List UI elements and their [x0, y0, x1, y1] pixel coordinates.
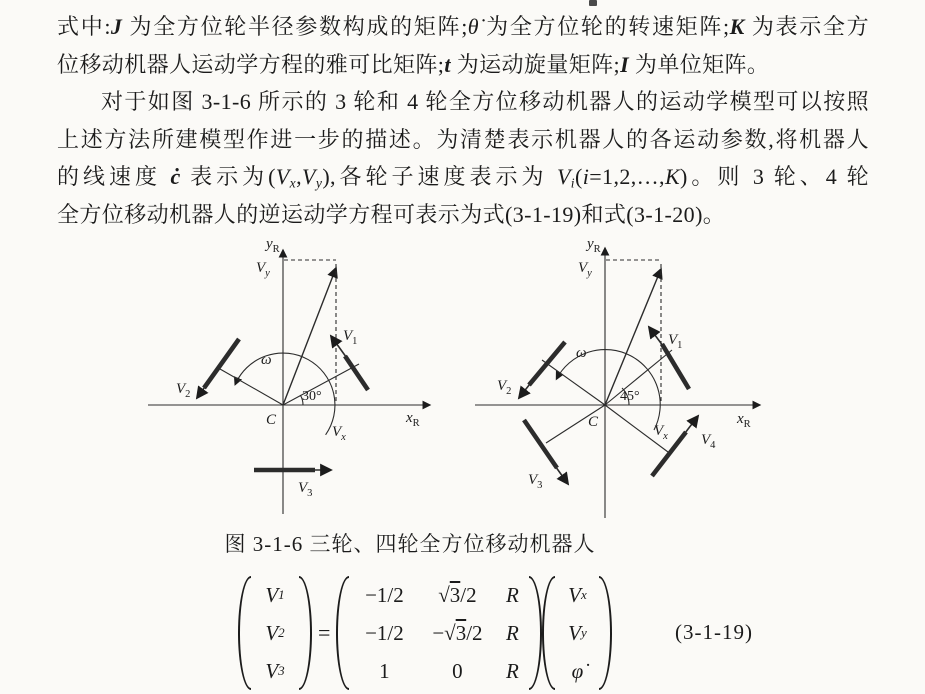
equals-sign: = — [318, 620, 331, 645]
figure-caption: 图 3-1-6 三轮、四轮全方位移动机器人 — [224, 532, 596, 556]
angle-label: 45° — [620, 389, 640, 404]
wheel-1-velocity-arrow — [649, 327, 666, 350]
wheel-2 — [529, 342, 565, 385]
equation-3-1-19 — [238, 576, 612, 690]
omega-label: ω — [261, 352, 272, 368]
vector-entry: V 3 — [265, 658, 285, 683]
spoke-wheel-2 — [542, 360, 605, 405]
vector-entry: V x — [568, 582, 587, 607]
right-paren — [529, 576, 542, 690]
matrix-cell: 1 — [379, 658, 390, 683]
y-axis-label: $y_R$ — [266, 236, 280, 255]
equation-number: (3-1-19) — [675, 620, 753, 644]
vy-label: $V_y$ — [256, 260, 270, 279]
scan-artifact-mark — [589, 0, 597, 6]
wheel-2-velocity-arrow — [197, 384, 207, 398]
lhs-vector — [238, 576, 312, 690]
wheel-3-label: $V_3$ — [298, 480, 313, 499]
velocity-vector — [605, 269, 661, 405]
text-line: 的线速度 ċ 表示为$(V_x,V_y)$,各轮子速度表示为 $V_i(i=1,2,\dots,K)$。则 3 轮、4 轮 — [57, 164, 869, 191]
matrix-cell: R — [506, 658, 519, 683]
wheel-3-label: $V_3$ — [528, 472, 543, 491]
text-line: 对于如图 3-1-6 所示的 3 轮和 4 轮全方位移动机器人的运动学模型可以按照 — [101, 89, 869, 115]
omega-rotation-arc — [556, 350, 660, 430]
matrix-cell: R — [506, 582, 519, 607]
wheel-2-label: $V_2$ — [497, 378, 512, 397]
wheel-4-velocity-arrow — [682, 416, 698, 437]
matrix-cell: √ 3 /2 — [438, 582, 477, 607]
matrix-cell: 0 — [452, 658, 463, 683]
vy-label: $V_y$ — [578, 260, 592, 279]
wheel-3 — [524, 420, 557, 468]
wheel-2 — [204, 339, 239, 388]
text-line: 式中:J 为全方位轮半径参数构成的矩阵;θ̇ 为全方位轮的转速矩阵;K 为表示全方 — [57, 14, 870, 39]
matrix-cell: −1/2 — [365, 582, 404, 607]
y-axis-label: $y_R$ — [587, 236, 601, 255]
wheel-1-label: $V_1$ — [668, 332, 683, 351]
x-axis-label: $x_R$ — [737, 411, 751, 430]
right-paren — [299, 576, 312, 690]
vector-entry: V 1 — [265, 582, 285, 607]
vector-entry: V y — [568, 620, 587, 645]
angle-label: 30° — [302, 389, 322, 404]
left-paren — [542, 576, 555, 690]
wheel-1-label: $V_1$ — [343, 328, 358, 347]
text-line: 上述方法所建模型作进一步的描述。为清楚表示机器人的各运动参数,将机器人 — [57, 126, 869, 152]
wheel-1 — [662, 344, 689, 389]
right-paren — [599, 576, 612, 690]
center-label: C — [266, 412, 277, 428]
wheel-3-velocity-arrow — [553, 463, 568, 484]
jacobian-matrix — [336, 576, 542, 690]
center-label: C — [588, 414, 599, 430]
vector-entry: V 2 — [265, 620, 285, 645]
left-paren — [336, 576, 349, 690]
wheel-2-velocity-arrow — [519, 380, 533, 398]
matrix-cell: −√ 3 /2 — [432, 620, 483, 645]
spoke-wheel-2 — [220, 369, 283, 405]
vx-label: $V_x$ — [332, 424, 346, 443]
x-axis-label: $x_R$ — [406, 410, 420, 429]
wheel-4-label: $V_4$ — [701, 432, 716, 451]
text-line: 位移动机器人运动学方程的雅可比矩阵;t 为运动旋量矩阵;I 为单位矩阵。 — [57, 51, 770, 77]
left-paren — [238, 576, 251, 690]
figure-left-three-wheel-diagram — [140, 232, 450, 522]
wheel-2-label: $V_2$ — [176, 381, 191, 400]
rhs-vector — [542, 576, 612, 690]
vector-entry: φ̇ — [571, 658, 584, 683]
omega-label: ω — [576, 345, 587, 361]
vx-label: $V_x$ — [654, 423, 668, 442]
matrix-cell: −1/2 — [365, 620, 404, 645]
velocity-vector — [283, 268, 336, 405]
text-line: 全方位移动机器人的逆运动学方程可表示为式(3-1-19)和式(3-1-20)。 — [57, 201, 726, 227]
figure-right-four-wheel-diagram — [472, 232, 782, 522]
matrix-cell: R — [506, 620, 519, 645]
body-text — [57, 8, 869, 234]
